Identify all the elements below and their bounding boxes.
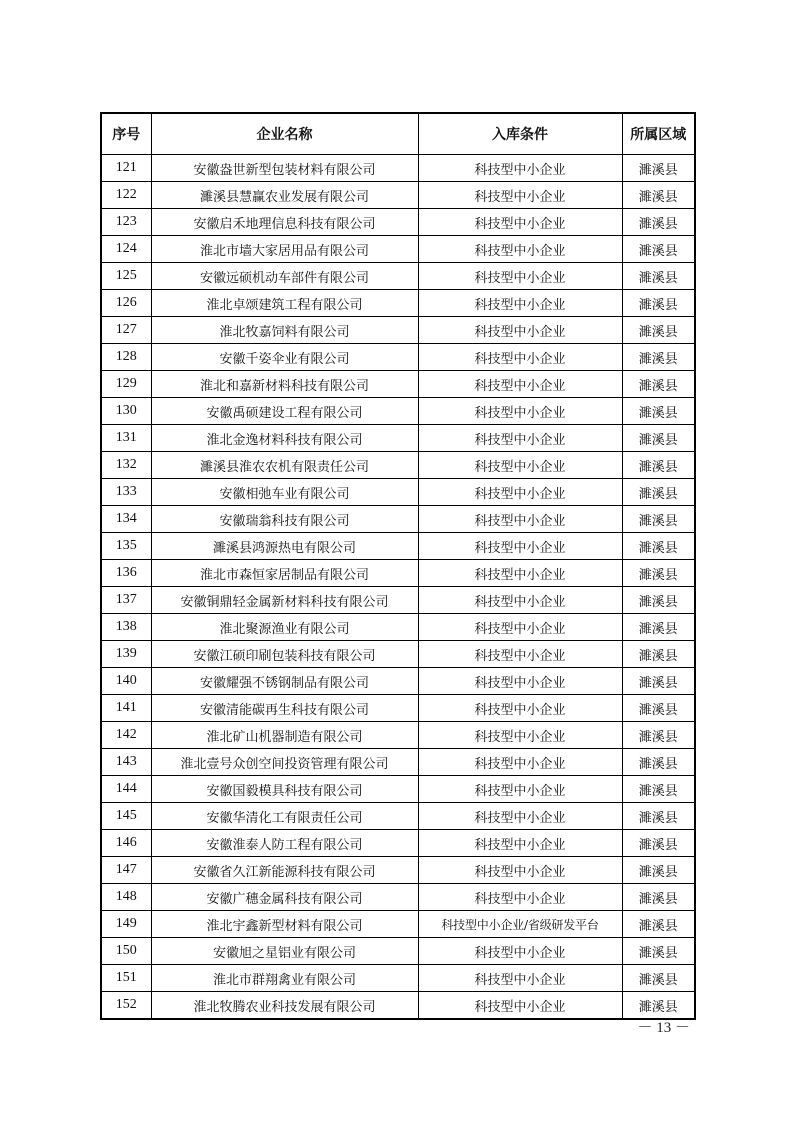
cell-index: 123 bbox=[101, 209, 151, 236]
cell-admission-condition: 科技型中小企业 bbox=[418, 425, 622, 452]
cell-index: 143 bbox=[101, 749, 151, 776]
header-region: 所属区域 bbox=[622, 113, 695, 155]
cell-region: 濉溪县 bbox=[622, 857, 695, 884]
cell-index: 146 bbox=[101, 830, 151, 857]
cell-region: 濉溪县 bbox=[622, 776, 695, 803]
cell-region: 濉溪县 bbox=[622, 398, 695, 425]
cell-index: 134 bbox=[101, 506, 151, 533]
table-row bbox=[101, 938, 695, 965]
cell-admission-condition: 科技型中小企业 bbox=[418, 236, 622, 263]
table-row bbox=[101, 965, 695, 992]
cell-company-name: 淮北市墙大家居用品有限公司 bbox=[151, 236, 418, 263]
cell-admission-condition: 科技型中小企业 bbox=[418, 641, 622, 668]
cell-index: 127 bbox=[101, 317, 151, 344]
cell-company-name: 安徽清能碳再生科技有限公司 bbox=[151, 695, 418, 722]
table-row bbox=[101, 371, 695, 398]
cell-region: 濉溪县 bbox=[622, 290, 695, 317]
cell-company-name: 安徽远硕机动车部件有限公司 bbox=[151, 263, 418, 290]
cell-region: 濉溪县 bbox=[622, 695, 695, 722]
cell-company-name: 安徽省久江新能源科技有限公司 bbox=[151, 857, 418, 884]
cell-company-name: 安徽国毅模具科技有限公司 bbox=[151, 776, 418, 803]
cell-index: 129 bbox=[101, 371, 151, 398]
cell-company-name: 安徽禹硕建设工程有限公司 bbox=[151, 398, 418, 425]
cell-admission-condition: 科技型中小企业 bbox=[418, 344, 622, 371]
cell-admission-condition: 科技型中小企业 bbox=[418, 398, 622, 425]
cell-index: 135 bbox=[101, 533, 151, 560]
table-row bbox=[101, 884, 695, 911]
cell-index: 137 bbox=[101, 587, 151, 614]
cell-region: 濉溪县 bbox=[622, 155, 695, 182]
cell-admission-condition: 科技型中小企业 bbox=[418, 263, 622, 290]
cell-admission-condition: 科技型中小企业 bbox=[418, 857, 622, 884]
cell-company-name: 濉溪县淮农农机有限责任公司 bbox=[151, 452, 418, 479]
cell-company-name: 安徽广穗金属科技有限公司 bbox=[151, 884, 418, 911]
cell-index: 138 bbox=[101, 614, 151, 641]
cell-company-name: 安徽瑞翁科技有限公司 bbox=[151, 506, 418, 533]
table-row bbox=[101, 479, 695, 506]
cell-admission-condition: 科技型中小企业 bbox=[418, 830, 622, 857]
cell-company-name: 淮北卓颂建筑工程有限公司 bbox=[151, 290, 418, 317]
cell-region: 濉溪县 bbox=[622, 614, 695, 641]
table-body bbox=[101, 155, 695, 1020]
cell-region: 濉溪县 bbox=[622, 965, 695, 992]
cell-region: 濉溪县 bbox=[622, 371, 695, 398]
header-company-name: 企业名称 bbox=[151, 113, 418, 155]
cell-index: 142 bbox=[101, 722, 151, 749]
table-row bbox=[101, 803, 695, 830]
cell-company-name: 淮北聚源渔业有限公司 bbox=[151, 614, 418, 641]
header-admission-condition: 入库条件 bbox=[418, 113, 622, 155]
cell-company-name: 淮北市森恒家居制品有限公司 bbox=[151, 560, 418, 587]
cell-admission-condition: 科技型中小企业 bbox=[418, 695, 622, 722]
cell-region: 濉溪县 bbox=[622, 722, 695, 749]
cell-region: 濉溪县 bbox=[622, 452, 695, 479]
cell-index: 125 bbox=[101, 263, 151, 290]
cell-admission-condition: 科技型中小企业 bbox=[418, 452, 622, 479]
table-row bbox=[101, 830, 695, 857]
header-index: 序号 bbox=[101, 113, 151, 155]
cell-index: 147 bbox=[101, 857, 151, 884]
cell-index: 151 bbox=[101, 965, 151, 992]
cell-company-name: 淮北牧嘉饲料有限公司 bbox=[151, 317, 418, 344]
cell-index: 128 bbox=[101, 344, 151, 371]
cell-company-name: 淮北市群翔禽业有限公司 bbox=[151, 965, 418, 992]
cell-company-name: 安徽启禾地理信息科技有限公司 bbox=[151, 209, 418, 236]
table-row bbox=[101, 722, 695, 749]
table-row bbox=[101, 182, 695, 209]
cell-region: 濉溪县 bbox=[622, 587, 695, 614]
table-row bbox=[101, 155, 695, 182]
cell-admission-condition: 科技型中小企业 bbox=[418, 992, 622, 1020]
cell-admission-condition: 科技型中小企业 bbox=[418, 722, 622, 749]
cell-index: 139 bbox=[101, 641, 151, 668]
cell-admission-condition: 科技型中小企业 bbox=[418, 209, 622, 236]
cell-company-name: 安徽相弛车业有限公司 bbox=[151, 479, 418, 506]
cell-admission-condition: 科技型中小企业 bbox=[418, 776, 622, 803]
cell-region: 濉溪县 bbox=[622, 938, 695, 965]
cell-index: 136 bbox=[101, 560, 151, 587]
cell-index: 141 bbox=[101, 695, 151, 722]
cell-index: 145 bbox=[101, 803, 151, 830]
table-row bbox=[101, 425, 695, 452]
page-number: － 13 － bbox=[637, 1020, 690, 1036]
cell-index: 148 bbox=[101, 884, 151, 911]
table-header-row bbox=[101, 113, 695, 155]
cell-admission-condition: 科技型中小企业 bbox=[418, 371, 622, 398]
table-row bbox=[101, 506, 695, 533]
cell-region: 濉溪县 bbox=[622, 992, 695, 1020]
cell-index: 152 bbox=[101, 992, 151, 1020]
cell-admission-condition: 科技型中小企业 bbox=[418, 560, 622, 587]
cell-company-name: 淮北壹号众创空间投资管理有限公司 bbox=[151, 749, 418, 776]
cell-company-name: 淮北宇鑫新型材料有限公司 bbox=[151, 911, 418, 938]
cell-region: 濉溪县 bbox=[622, 263, 695, 290]
cell-region: 濉溪县 bbox=[622, 911, 695, 938]
cell-region: 濉溪县 bbox=[622, 236, 695, 263]
cell-company-name: 安徽铜鼎轻金属新材料科技有限公司 bbox=[151, 587, 418, 614]
table-row bbox=[101, 236, 695, 263]
cell-region: 濉溪县 bbox=[622, 803, 695, 830]
table-row bbox=[101, 209, 695, 236]
table-row bbox=[101, 668, 695, 695]
cell-admission-condition: 科技型中小企业 bbox=[418, 533, 622, 560]
cell-region: 濉溪县 bbox=[622, 344, 695, 371]
cell-region: 濉溪县 bbox=[622, 668, 695, 695]
table-row bbox=[101, 317, 695, 344]
cell-company-name: 安徽江硕印刷包装科技有限公司 bbox=[151, 641, 418, 668]
cell-company-name: 安徽盎世新型包装材料有限公司 bbox=[151, 155, 418, 182]
table-row bbox=[101, 452, 695, 479]
cell-index: 130 bbox=[101, 398, 151, 425]
cell-admission-condition: 科技型中小企业 bbox=[418, 614, 622, 641]
cell-region: 濉溪县 bbox=[622, 830, 695, 857]
cell-region: 濉溪县 bbox=[622, 506, 695, 533]
table-row bbox=[101, 641, 695, 668]
table-row bbox=[101, 911, 695, 938]
cell-region: 濉溪县 bbox=[622, 749, 695, 776]
cell-company-name: 安徽华清化工有限责任公司 bbox=[151, 803, 418, 830]
table-row bbox=[101, 695, 695, 722]
cell-admission-condition: 科技型中小企业 bbox=[418, 587, 622, 614]
cell-index: 132 bbox=[101, 452, 151, 479]
cell-admission-condition: 科技型中小企业 bbox=[418, 938, 622, 965]
cell-admission-condition: 科技型中小企业 bbox=[418, 290, 622, 317]
cell-admission-condition: 科技型中小企业 bbox=[418, 884, 622, 911]
cell-admission-condition: 科技型中小企业 bbox=[418, 749, 622, 776]
table-row bbox=[101, 290, 695, 317]
cell-admission-condition: 科技型中小企业 bbox=[418, 479, 622, 506]
cell-region: 濉溪县 bbox=[622, 884, 695, 911]
cell-index: 149 bbox=[101, 911, 151, 938]
cell-company-name: 濉溪县鸿源热电有限公司 bbox=[151, 533, 418, 560]
cell-region: 濉溪县 bbox=[622, 533, 695, 560]
cell-index: 126 bbox=[101, 290, 151, 317]
cell-company-name: 濉溪县慧赢农业发展有限公司 bbox=[151, 182, 418, 209]
cell-index: 131 bbox=[101, 425, 151, 452]
table-row bbox=[101, 587, 695, 614]
cell-admission-condition: 科技型中小企业 bbox=[418, 317, 622, 344]
cell-index: 133 bbox=[101, 479, 151, 506]
cell-company-name: 安徽耀强不锈钢制品有限公司 bbox=[151, 668, 418, 695]
cell-admission-condition: 科技型中小企业 bbox=[418, 506, 622, 533]
cell-region: 濉溪县 bbox=[622, 560, 695, 587]
cell-admission-condition: 科技型中小企业 bbox=[418, 668, 622, 695]
cell-company-name: 淮北金逸材料科技有限公司 bbox=[151, 425, 418, 452]
cell-admission-condition: 科技型中小企业/省级研发平台 bbox=[418, 911, 622, 938]
table-row bbox=[101, 992, 695, 1020]
cell-admission-condition: 科技型中小企业 bbox=[418, 155, 622, 182]
cell-index: 124 bbox=[101, 236, 151, 263]
cell-region: 濉溪县 bbox=[622, 479, 695, 506]
enterprise-table bbox=[100, 112, 696, 1020]
table-row bbox=[101, 344, 695, 371]
table-row bbox=[101, 776, 695, 803]
table-row bbox=[101, 614, 695, 641]
cell-region: 濉溪县 bbox=[622, 182, 695, 209]
cell-company-name: 淮北矿山机器制造有限公司 bbox=[151, 722, 418, 749]
table-row bbox=[101, 263, 695, 290]
cell-region: 濉溪县 bbox=[622, 641, 695, 668]
cell-company-name: 安徽千姿伞业有限公司 bbox=[151, 344, 418, 371]
cell-region: 濉溪县 bbox=[622, 209, 695, 236]
cell-index: 144 bbox=[101, 776, 151, 803]
cell-index: 122 bbox=[101, 182, 151, 209]
cell-index: 121 bbox=[101, 155, 151, 182]
cell-admission-condition: 科技型中小企业 bbox=[418, 182, 622, 209]
cell-index: 150 bbox=[101, 938, 151, 965]
cell-company-name: 淮北牧腾农业科技发展有限公司 bbox=[151, 992, 418, 1020]
cell-company-name: 安徽旭之星铝业有限公司 bbox=[151, 938, 418, 965]
cell-admission-condition: 科技型中小企业 bbox=[418, 803, 622, 830]
table-row bbox=[101, 560, 695, 587]
table-row bbox=[101, 533, 695, 560]
cell-company-name: 淮北和嘉新材料科技有限公司 bbox=[151, 371, 418, 398]
cell-company-name: 安徽淮泰人防工程有限公司 bbox=[151, 830, 418, 857]
cell-admission-condition: 科技型中小企业 bbox=[418, 965, 622, 992]
table-row bbox=[101, 857, 695, 884]
table-row bbox=[101, 398, 695, 425]
table-row bbox=[101, 749, 695, 776]
cell-index: 140 bbox=[101, 668, 151, 695]
cell-region: 濉溪县 bbox=[622, 317, 695, 344]
cell-region: 濉溪县 bbox=[622, 425, 695, 452]
